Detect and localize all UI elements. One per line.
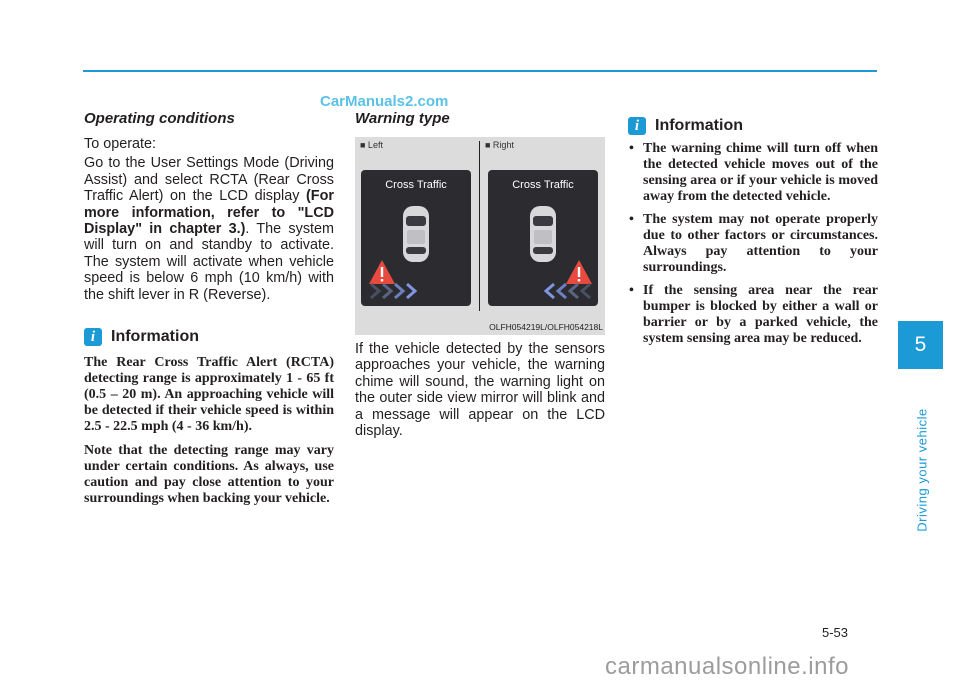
warning-type-heading: Warning type: [355, 110, 450, 127]
chevron-arrows-icon: [369, 282, 419, 300]
information-title-right: Information: [655, 117, 743, 134]
warning-description: If the vehicle detected by the sensors approaches your vehicle, the warning chime will sound, the warning light on the outer side view mirror will blink and a message will appear on the LCD display.: [355, 341, 605, 440]
bullet-text: If the sensing area near the rear bumper is blocked by either a wall or barrier or by a parked vehicle, the system sensing area may be reduced.: [643, 283, 878, 346]
operate-instructions-start: Go to the User Settings Mode (Driving Assist) and select RCTA (Rear Cross Traffic Alert) on the LCD display: [84, 155, 334, 205]
bullet-item: • The warning chime will turn off when the detected vehicle moves out of the sensing area or if your vehicle is moved away from the detected vehicle.: [629, 141, 878, 204]
panel-title-right: Cross Traffic: [512, 179, 574, 191]
bullet-text: The system may not operate properly due to other factors or circumstances. Always pay attention to your surroundings.: [643, 212, 878, 275]
operating-conditions-heading: Operating conditions: [84, 110, 235, 127]
bullet-item: • The system may not operate properly due to other factors or circumstances. Always pay attention to your surroundings.: [629, 212, 878, 275]
left-column: [84, 110, 334, 507]
right-column: [628, 116, 878, 354]
rcta-range-note: The Rear Cross Traffic Alert (RCTA) detecting range is approximately 1 - 65 ft (0.5 – 20 m). An approaching vehicle will be detected if their vehicle speed is within 2.5 - 22.5 mph (4 - 36 km/h).: [84, 355, 334, 435]
information-title: Information: [111, 328, 199, 346]
info-icon: i: [84, 328, 102, 346]
bullet-item: • If the sensing area near the rear bumper is blocked by either a wall or barrier or by a parked vehicle, the system sensing area may be reduced.: [629, 283, 878, 346]
header-rule: [83, 70, 877, 72]
panel-title-left: Cross Traffic: [385, 179, 447, 191]
to-operate-text: To operate:: [84, 136, 157, 152]
left-cross-traffic-panel: [361, 170, 471, 306]
watermark-top[interactable]: CarManuals2.com: [320, 93, 449, 110]
caution-note: Note that the detecting range may vary under certain conditions. As always, use caution and pay close attention to your surroundings when backing your vehicle.: [84, 443, 334, 507]
info-icon: i: [628, 117, 646, 135]
operate-instructions: [84, 155, 334, 303]
bullet-text: The warning chime will turn off when the detected vehicle moves out of the sensing area or if your vehicle is moved away from the detected vehicle.: [643, 141, 878, 204]
middle-body: [355, 341, 605, 439]
page-number: 5-53: [822, 625, 849, 640]
right-cross-traffic-panel: [488, 170, 598, 306]
figure-divider: [479, 141, 480, 311]
middle-column: [355, 110, 605, 127]
information-header: [84, 327, 334, 347]
operate-instructions-end: . The system will turn on and standby to activate. The system will activate when vehicle speed is below 6 mph (10 km/h) with the shift lever in R (Reverse).: [84, 221, 335, 303]
watermark-footer[interactable]: carmanualsonline.info: [605, 653, 849, 680]
chapter-reference: (For more information, refer to "LCD Display" in chapter 3.): [84, 188, 334, 238]
figure-right-label: ■ Right: [485, 140, 514, 150]
figure-caption: OLFH054219L/OLFH054218L: [489, 322, 603, 332]
chevron-arrows-icon: [544, 282, 594, 300]
chapter-number-tab[interactable]: 5: [898, 321, 943, 369]
chapter-title-vertical: Driving your vehicle: [914, 408, 930, 532]
warning-type-figure: [355, 137, 605, 335]
information-header-right: [628, 116, 878, 136]
figure-left-label: ■ Left: [360, 140, 383, 150]
information-bullets: [628, 141, 878, 347]
